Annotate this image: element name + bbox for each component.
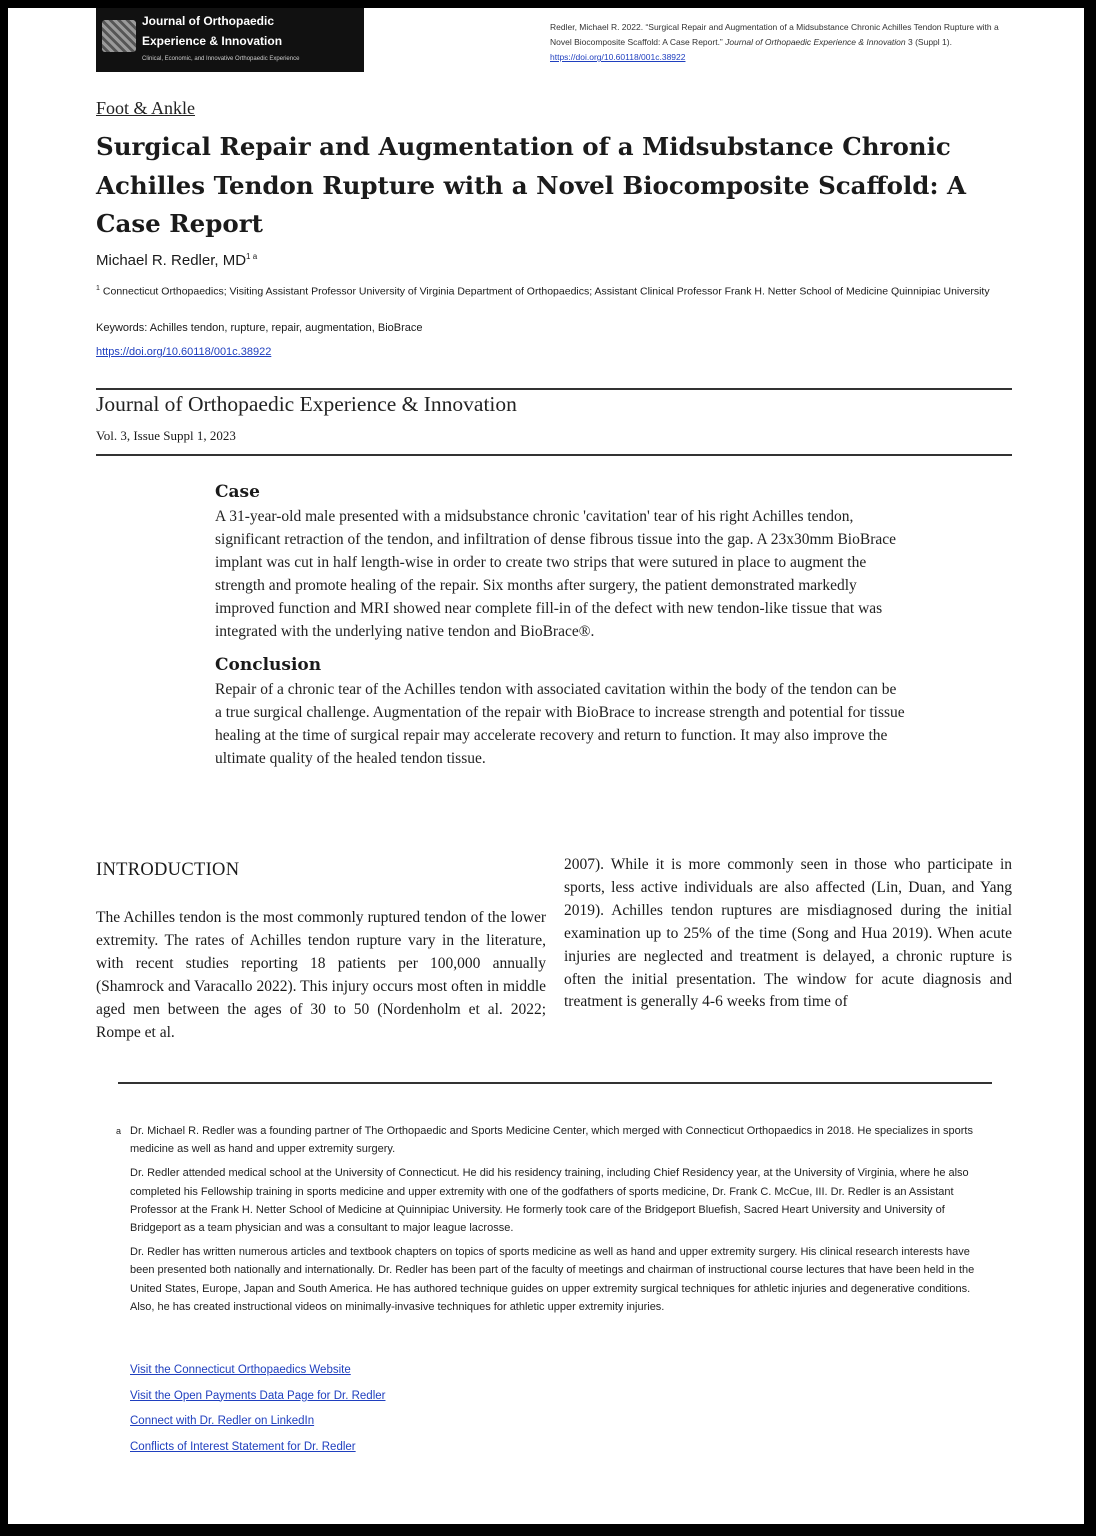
introduction-text-right: 2007). While it is more commonly seen in those who participate in sports, less active individuals are also affected (Lin, Duan, and Yang 2019). Achilles tendon ruptures are misdiagnosed during the initial examination up to 25% of the time (Song and Hua 2019). When acute injuries are neglected and treatment is delayed, a chronic rupture is often the initial presentation. The window for acute diagnosis and treatment is generally 4-6 weeks from time of	[564, 856, 1012, 1011]
article-page	[8, 8, 1084, 1524]
affiliation-text: Connecticut Orthopaedics; Visiting Assistant Professor University of Virginia Department of Orthopaedics; Assistant Clinical Professor Frank H. Netter School of Medicine Quinnipiac University	[102, 285, 990, 298]
case-heading: Case	[215, 482, 260, 502]
author	[96, 252, 257, 269]
link-linkedin[interactable]: Connect with Dr. Redler on LinkedIn	[130, 1415, 315, 1428]
doi-link[interactable]: https://doi.org/10.60118/001c.38922	[96, 346, 272, 358]
logo-line-2: Experience & Innovation	[142, 34, 283, 48]
link-conflicts-of-interest[interactable]: Conflicts of Interest Statement for Dr. Redler	[130, 1440, 356, 1453]
logo-line-1: Journal of Orthopaedic	[142, 14, 275, 28]
introduction-text-left: The Achilles tendon is the most commonly ruptured tendon of the lower extremity. The rates of Achilles tendon rupture vary in the literature, with recent studies reporting 18 patients per 100,000 annually (Shamrock and Varacallo 2022). This injury occurs most often in middle aged men between the ages of 30 to 50 (Nordenholm et al. 2022; Rompe et al.	[96, 909, 546, 1041]
citation-volume: 3 (Suppl 1).	[905, 37, 952, 47]
link-open-payments[interactable]: Visit the Open Payments Data Page for Dr. Redler	[130, 1389, 386, 1402]
section-label: Foot & Ankle	[96, 98, 196, 118]
author-links	[130, 1358, 385, 1460]
author-superscript: 1 a	[246, 252, 258, 261]
journal-logo	[96, 8, 364, 72]
footnote-text-2: Dr. Redler attended medical school at the University of Connecticut. He did his residency training, including Chief Residency year, at the University of Virginia, where he also completed his Fellowship training in sports medicine and upper extremity with one of the godfathers of sports medicine, Dr. Frank C. McCue, III. Dr. Redler is an Assistant Professor at the Frank H. Netter School of Medicine at Quinnipiac University. He formerly took care of the Bridgeport Bluefish, Sacred Heart University and University of Bridgeport as a team physician and was a consultant to major league lacrosse.	[130, 1167, 969, 1235]
conclusion-text: Repair of a chronic tear of the Achilles tendon with associated cavitation within the body of the tendon can be a true surgical challenge. Augmentation of the repair with BioBrace to increase strength and potential for tissue healing at the time of surgical repair may accelerate recovery and return to function. It may also improve the ultimate quality of the healed tendon tissue.	[215, 681, 905, 768]
journal-emblem-icon	[102, 20, 136, 52]
link-connecticut-orthopaedics[interactable]: Visit the Connecticut Orthopaedics Website	[130, 1364, 351, 1376]
keywords: Keywords: Achilles tendon, rupture, repair, augmentation, BioBrace	[96, 322, 423, 334]
footnote-divider	[118, 1082, 992, 1084]
divider-bottom	[96, 454, 1012, 456]
citation-doi-link[interactable]: https://doi.org/10.60118/001c.38922	[550, 52, 686, 62]
author-name: Michael R. Redler, MD	[96, 252, 247, 269]
affiliation-superscript: 1	[96, 285, 100, 292]
journal-name: Journal of Orthopaedic Experience & Innovation	[96, 392, 517, 416]
citation-text: Redler, Michael R. 2022. “Surgical Repair and Augmentation of a Midsubstance Chronic Achilles Tendon Rupture with a Novel Biocomposite Scaffold: A Case Report.”	[550, 22, 999, 47]
abstract	[215, 480, 905, 771]
body-left-column	[96, 856, 546, 1044]
footnote-text-1: Dr. Michael R. Redler was a founding partner of The Orthopaedic and Sports Medicine Center, which merged with Connecticut Orthopaedics in 2018. He specializes in sports medicine as well as hand and upper extremity surgery.	[130, 1125, 973, 1156]
logo-tagline: Clinical, Economic, and Innovative Orthopaedic Experience	[142, 56, 300, 62]
issue-info: Vol. 3, Issue Suppl 1, 2023	[96, 428, 236, 443]
footnote-paragraph	[116, 1164, 982, 1237]
body-right-column	[564, 854, 1012, 1014]
divider-top	[96, 388, 1012, 390]
footnotes	[116, 1122, 982, 1322]
citation-journal: Journal of Orthopaedic Experience & Innovation	[725, 37, 906, 47]
footnote-paragraph	[116, 1243, 982, 1316]
conclusion-heading: Conclusion	[215, 655, 322, 676]
footnote-text-3: Dr. Redler has written numerous articles and textbook chapters on topics of sports medicine as well as hand and upper extremity surgery. His clinical research interests have been presented both nationally and internationally. Dr. Redler has been part of the faculty of meetings and chairman of instructional course lectures that have been held in the United States, Europe, Japan and South America. He has authored technique guides on upper extremity surgical techniques for athletic injuries and degenerative conditions. Also, he has created instructional videos on minimally-invasive techniques for athletic upper extremity injuries.	[130, 1246, 975, 1313]
article-title: Surgical Repair and Augmentation of a Midsubstance Chronic Achilles Tendon Rupture with a Novel Biocomposite Scaffold: A Case Report	[96, 132, 967, 238]
footnote-paragraph	[116, 1122, 982, 1158]
introduction-heading: INTRODUCTION	[96, 860, 240, 880]
citation	[550, 20, 1020, 65]
footnote-mark: a	[116, 1126, 122, 1136]
case-text: A 31-year-old male presented with a midsubstance chronic 'cavitation' tear of his right Achilles tendon, significant retraction of the tendon, and infiltration of dense fibrous tissue into the gap. A 23x30mm BioBrace implant was cut in half length-wise in order to create two strips that were sutured in place to augment the strength and promote healing of the repair. Six months after surgery, the patient demonstrated markedly improved function and MRI showed near complete fill-in of the defect with new tendon-like tissue that was integrated with the underlying native tendon and BioBrace®.	[215, 508, 896, 640]
affiliation	[96, 280, 996, 301]
